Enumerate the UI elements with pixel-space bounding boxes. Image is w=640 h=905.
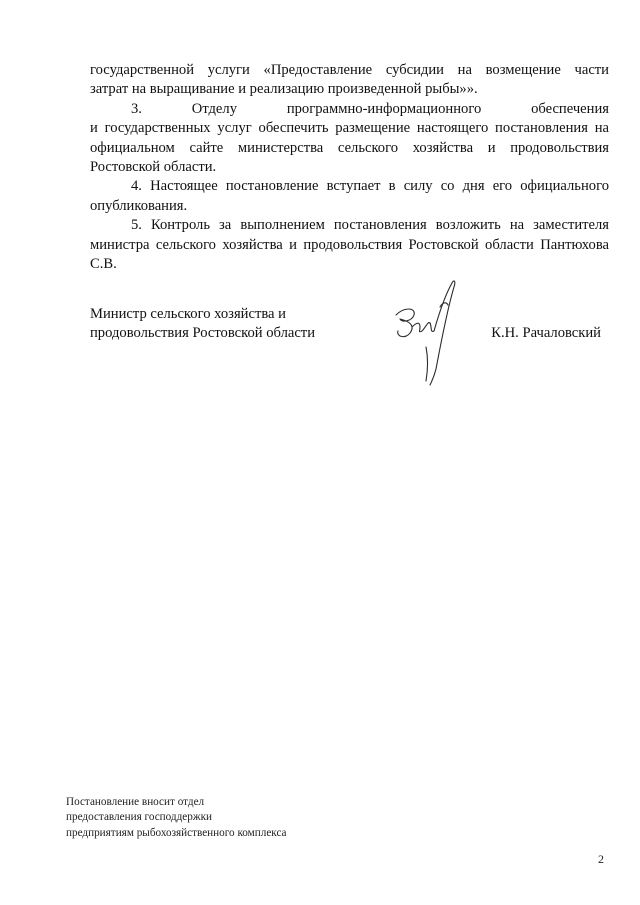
footer-note-line1: Постановление вносит отдел [66, 796, 205, 808]
paragraph-4: 4. Настоящее постановление вступает в силу со дня его официального опубликования. [90, 178, 609, 214]
signature-block [90, 305, 609, 395]
page-number: 2 [598, 852, 604, 866]
paragraph-continuation-line2: затрат на выращивание и реализацию произведенной рыбы»». [90, 81, 478, 98]
signatory-position-line2: продовольствия Ростовской области [90, 325, 315, 342]
signatory-name: К.Н. Рачаловский [491, 325, 601, 341]
footer-note-line2: предоставления господдержки [66, 811, 213, 824]
footer-note [66, 795, 287, 841]
handwritten-signature [390, 277, 470, 397]
paragraph-5: 5. Контроль за выполнением постановления возложить на заместителя министра сельского хозяйства и продовольствия Ростовской области Пантюхова С.В. [90, 217, 609, 273]
document-body [90, 61, 609, 274]
signatory-position [90, 305, 315, 344]
paragraph-3-line1: 3. Отделу программно-информационного обеспечения [131, 100, 609, 117]
footer-note-line3: предприятиям рыбохозяйственного комплекса [66, 826, 287, 839]
paragraph-3-rest: и государственных услуг обеспечить размещение настоящего постановления на официальном сайте министерства сельского хозяйства и продовольствия Ростовской области. [90, 120, 609, 176]
signatory-position-line1: Министр сельского хозяйства и [90, 306, 286, 322]
paragraph-continuation-line1: государственной услуги «Предоставление субсидии на возмещение части [90, 62, 609, 78]
